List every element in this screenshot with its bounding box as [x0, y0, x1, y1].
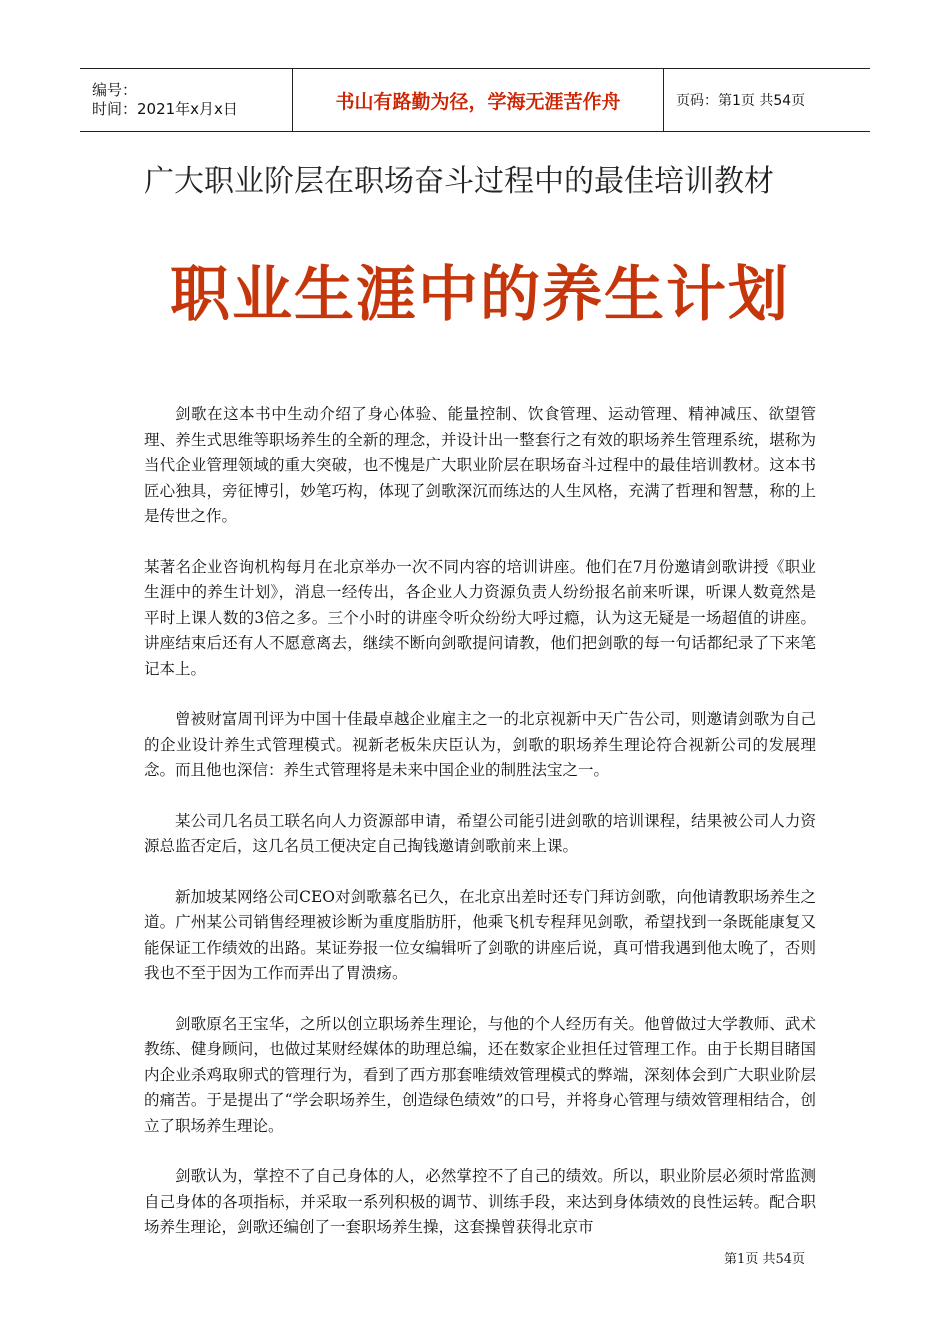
page-footer: 第1页 共54页	[724, 1252, 805, 1267]
document-time-label: 时间：2021年x月x日	[92, 100, 238, 118]
document-number-label: 编号：	[92, 81, 138, 99]
document-body	[144, 402, 816, 1266]
header-page-info	[664, 69, 870, 131]
paragraph: 新加坡某网络公司CEO对剑歌慕名已久，在北京出差时还专门拜访剑歌，向他请教职场养生之道。广州某公司销售经理被诊断为重度脂肪肝，他乘飞机专程拜见剑歌，希望找到一条既能康复又能保证工作绩效的出路。某证券报一位女编辑听了剑歌的讲座后说，真可惜我遇到他太晚了，否则我也不至于因为工作而弄出了胃溃疡。	[144, 887, 816, 982]
header-meta	[80, 69, 292, 131]
motto-text: 书山有路勤为径，学海无涯苦作舟	[335, 90, 621, 113]
paragraph: 剑歌在这本书中生动介绍了身心体验、能量控制、饮食管理、运动管理、精神减压、欲望管理、养生式思维等职场养生的全新的理念，并设计出一整套行之有效的职场养生管理系统，堪称为当代企业管理领域的重大突破，也不愧是广大职业阶层在职场奋斗过程中的最佳培训教材。这本书匠心独具，旁征博引，妙笔巧构，体现了剑歌深沉而练达的人生风格，充满了哲理和智慧，称的上是传世之作。	[144, 405, 816, 525]
paragraph: 某公司几名员工联名向人力资源部申请，希望公司能引进剑歌的培训课程，结果被公司人力资源总监否定后，这几名员工便决定自己掏钱邀请剑歌前来上课。	[144, 811, 816, 855]
page-header	[80, 68, 870, 132]
document-subtitle: 广大职业阶层在职场奋斗过程中的最佳培训教材	[144, 164, 774, 199]
paragraph: 剑歌认为，掌控不了自己身体的人，必然掌控不了自己的绩效。所以，职业阶层必须时常监测自己身体的各项指标，并采取一系列积极的调节、训练手段，来达到身体绩效的良性运转。配合职场养生理论，剑歌还编创了一套职场养生操，这套操曾获得北京市	[144, 1167, 816, 1236]
paragraph: 曾被财富周刊评为中国十佳最卓越企业雇主之一的北京视新中天广告公司，则邀请剑歌为自己的企业设计养生式管理模式。视新老板朱庆臣认为，剑歌的职场养生理论符合视新公司的发展理念。而且他也深信：养生式管理将是未来中国企业的制胜法宝之一。	[144, 710, 816, 779]
paragraph: 某著名企业咨询机构每月在北京举办一次不同内容的培训讲座。他们在7月份邀请剑歌讲授《职业生涯中的养生计划》，消息一经传出，各企业人力资源负责人纷纷报名前来听课，听课人数竟然是平时上课人数的3倍之多。三个小时的讲座令听众纷纷大呼过瘾，认为这无疑是一场超值的讲座。讲座结束后还有人不愿意离去，继续不断向剑歌提问请教，他们把剑歌的每一句话都纪录了下来笔记本上。	[144, 557, 816, 678]
document-title: 职业生涯中的养生计划	[170, 260, 790, 330]
header-motto	[292, 69, 664, 131]
page-info-text: 页码：第1页 共54页	[676, 93, 806, 109]
paragraph: 剑歌原名王宝华，之所以创立职场养生理论，与他的个人经历有关。他曾做过大学教师、武术教练、健身顾问，也做过某财经媒体的助理总编，还在数家企业担任过管理工作。由于长期目睹国内企业杀鸡取卵式的管理行为，看到了西方那套唯绩效管理模式的弊端，深刻体会到广大职业阶层的痛苦。于是提出了“学会职场养生，创造绿色绩效”的口号，并将身心管理与绩效管理相结合，创立了职场养生理论。	[144, 1014, 816, 1135]
